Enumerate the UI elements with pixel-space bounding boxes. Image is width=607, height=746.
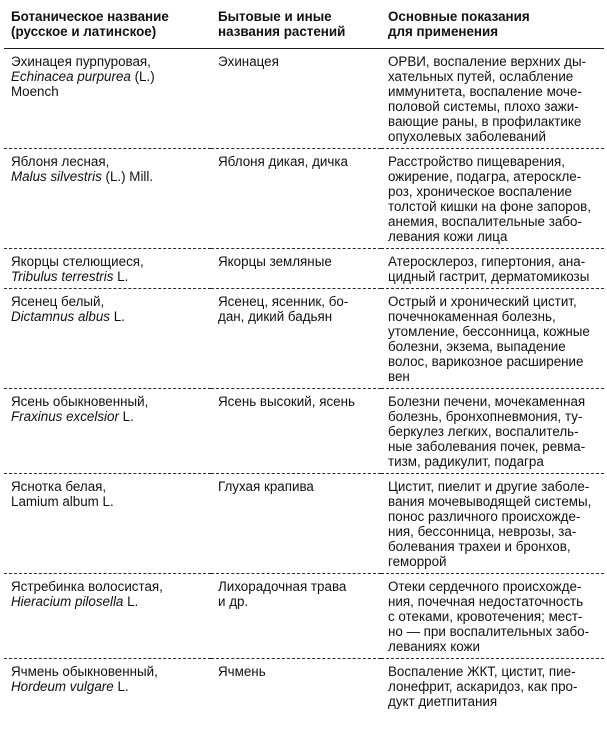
- name-latin-line: [11, 409, 207, 424]
- common-name: дан, дикий бадьян: [218, 309, 333, 324]
- indication-line: анемия, воспалительные забо-: [388, 214, 582, 229]
- indication-line: хательных путей, ослабление: [388, 69, 574, 84]
- table-row: [4, 574, 604, 659]
- name-author: L.: [110, 309, 125, 324]
- name-russian: Ястребинка волосистая,: [11, 579, 163, 594]
- indication-line: Воспаление ЖКТ, цистит, пие-: [388, 664, 576, 679]
- indication-line: понос различного происхожде-: [388, 509, 581, 524]
- indication-line: ния, бессонница, неврозы, за-: [388, 524, 577, 539]
- name-latin: Hieracium pilosella: [11, 594, 124, 609]
- header-text: Бытовые и иные: [218, 9, 332, 24]
- botanical-name-cell: [4, 474, 211, 574]
- name-latin: Echinacea purpurea: [11, 69, 131, 84]
- common-name: Яблоня дикая, дичка: [218, 154, 348, 169]
- name-author: Moench: [11, 84, 59, 99]
- indication-line: толстой кишки на фоне запоров,: [388, 199, 592, 214]
- botanical-name-cell: [4, 574, 211, 659]
- indication-line: болезнь, бронхопневмония, ту-: [388, 409, 583, 424]
- indication-line: тизм, радикулит, подагра: [388, 454, 544, 469]
- name-latin: Fraxinus excelsior: [11, 409, 119, 424]
- table-row: [4, 659, 604, 714]
- indications-cell: [381, 249, 604, 289]
- common-name: и др.: [218, 594, 249, 609]
- common-name: Ячмень: [218, 664, 266, 679]
- indication-line: леваниях кожи: [388, 639, 480, 654]
- indication-line: ния, почечная недостаточность: [388, 594, 584, 609]
- table-row: [4, 389, 604, 474]
- indication-line: вен: [388, 369, 410, 384]
- botanical-name-cell: [4, 659, 211, 714]
- botanical-name-cell: [4, 49, 211, 149]
- indication-line: но — при воспалительных забо-: [388, 624, 590, 639]
- indications-cell: [381, 659, 604, 714]
- header-text: названия растений: [218, 24, 346, 39]
- name-author: (L.): [130, 69, 155, 84]
- common-name: Глухая крапива: [218, 479, 314, 494]
- name-latin: Dictamnus albus: [11, 309, 110, 324]
- indication-line: цидный гастрит, дерматомикозы: [388, 269, 590, 284]
- name-russian: Ячмень обыкновенный,: [11, 664, 158, 679]
- indication-line: ОРВИ, воспаление верхних ды-: [388, 54, 587, 69]
- table-row: [4, 49, 604, 149]
- indications-cell: [381, 289, 604, 389]
- common-names-cell: [211, 289, 381, 389]
- name-author: L.: [118, 409, 134, 424]
- indication-line: левания кожи лица: [388, 229, 508, 244]
- indication-line: ожирение, подагра, атероскле-: [388, 169, 582, 184]
- indication-line: Отеки сердечного происхожде-: [388, 579, 582, 594]
- header-indications: [381, 3, 604, 49]
- common-name: Эхинацея: [218, 54, 279, 69]
- indication-line: геморрой: [388, 554, 447, 569]
- header-text: для применения: [388, 24, 499, 39]
- indication-line: вания мочевыводящей системы,: [388, 494, 592, 509]
- name-latin-line: [11, 169, 207, 184]
- indication-line: лонефрит, аскаридоз, как про-: [388, 679, 578, 694]
- common-name: Якорцы земляные: [218, 254, 332, 269]
- name-author: L.: [123, 594, 139, 609]
- indication-line: Болезни печени, мочекаменная: [388, 394, 586, 409]
- name-latin: Lamium album L.: [11, 494, 114, 509]
- indication-line: дукт диетпитания: [388, 694, 498, 709]
- indication-line: половой системы, плохо зажи-: [388, 99, 579, 114]
- indication-line: утомление, бессонница, кожные: [388, 324, 590, 339]
- common-name: Ясенец, ясенник, бо-: [218, 294, 349, 309]
- table-header-row: [4, 3, 604, 49]
- table-row: [4, 474, 604, 574]
- table-row: [4, 249, 604, 289]
- name-author: (L.) Mill.: [101, 169, 154, 184]
- indication-line: почечнокаменная болезнь,: [388, 309, 556, 324]
- common-names-cell: [211, 659, 381, 714]
- header-botanical-name: [4, 3, 211, 49]
- name-latin-line: [11, 309, 207, 324]
- common-names-cell: [211, 389, 381, 474]
- indication-line: болезни, экзема, выпадение: [388, 339, 566, 354]
- indication-line: опухолевых заболеваний: [388, 129, 546, 144]
- name-latin-line: [11, 69, 207, 84]
- common-names-cell: [211, 474, 381, 574]
- indication-line: Расстройство пищеварения,: [388, 154, 565, 169]
- table-row: [4, 289, 604, 389]
- name-russian: Эхинацея пурпуровая,: [11, 54, 151, 69]
- name-russian: Ясенец белый,: [11, 294, 105, 309]
- name-latin: Tribulus terrestris: [11, 269, 114, 284]
- indication-line: вающие раны, в профилактике: [388, 114, 582, 129]
- indication-line: иммунитета, воспаление моче-: [388, 84, 582, 99]
- indications-cell: [381, 149, 604, 249]
- common-names-cell: [211, 574, 381, 659]
- header-common-names: [211, 3, 381, 49]
- common-names-cell: [211, 149, 381, 249]
- name-russian: Ясень обыкновенный,: [11, 394, 149, 409]
- indications-cell: [381, 49, 604, 149]
- header-text: Основные показания: [388, 9, 530, 24]
- indications-cell: [381, 474, 604, 574]
- indications-cell: [381, 574, 604, 659]
- common-name: Лихорадочная трава: [218, 579, 347, 594]
- name-latin: Malus silvestris: [11, 169, 102, 184]
- indications-cell: [381, 389, 604, 474]
- indication-line: Цистит, пиелит и другие заболе-: [388, 479, 590, 494]
- indication-line: с отеками, кровотечения; мест-: [388, 609, 583, 624]
- name-author: L.: [113, 679, 129, 694]
- header-text: Ботаническое название: [11, 9, 169, 24]
- name-russian: Яблоня лесная,: [11, 154, 110, 169]
- indication-line: роз, хроническое воспаление: [388, 184, 572, 199]
- botanical-name-cell: [4, 389, 211, 474]
- common-names-cell: [211, 249, 381, 289]
- medicinal-plants-table: [4, 3, 604, 713]
- name-russian: Якорцы стелющиеся,: [11, 254, 144, 269]
- indication-line: Атеросклероз, гипертония, ана-: [388, 254, 586, 269]
- indication-line: Острый и хронический цистит,: [388, 294, 577, 309]
- name-latin-line: [11, 679, 207, 694]
- header-text: (русское и латинское): [11, 24, 157, 39]
- indication-line: болевания трахеи и бронхов,: [388, 539, 571, 554]
- name-latin-line: [11, 594, 207, 609]
- name-author: L.: [113, 269, 129, 284]
- name-russian: Яснотка белая,: [11, 479, 107, 494]
- botanical-name-cell: [4, 289, 211, 389]
- table-row: [4, 149, 604, 249]
- indication-line: волос, варикозное расширение: [388, 354, 584, 369]
- botanical-name-cell: [4, 249, 211, 289]
- indication-line: ные заболевания почек, ревма-: [388, 439, 586, 454]
- name-latin-line: [11, 269, 207, 284]
- name-latin: Hordeum vulgare: [11, 679, 114, 694]
- common-names-cell: [211, 49, 381, 149]
- indication-line: беркулез легких, воспалитель-: [388, 424, 579, 439]
- common-name: Ясень высокий, ясень: [218, 394, 355, 409]
- botanical-name-cell: [4, 149, 211, 249]
